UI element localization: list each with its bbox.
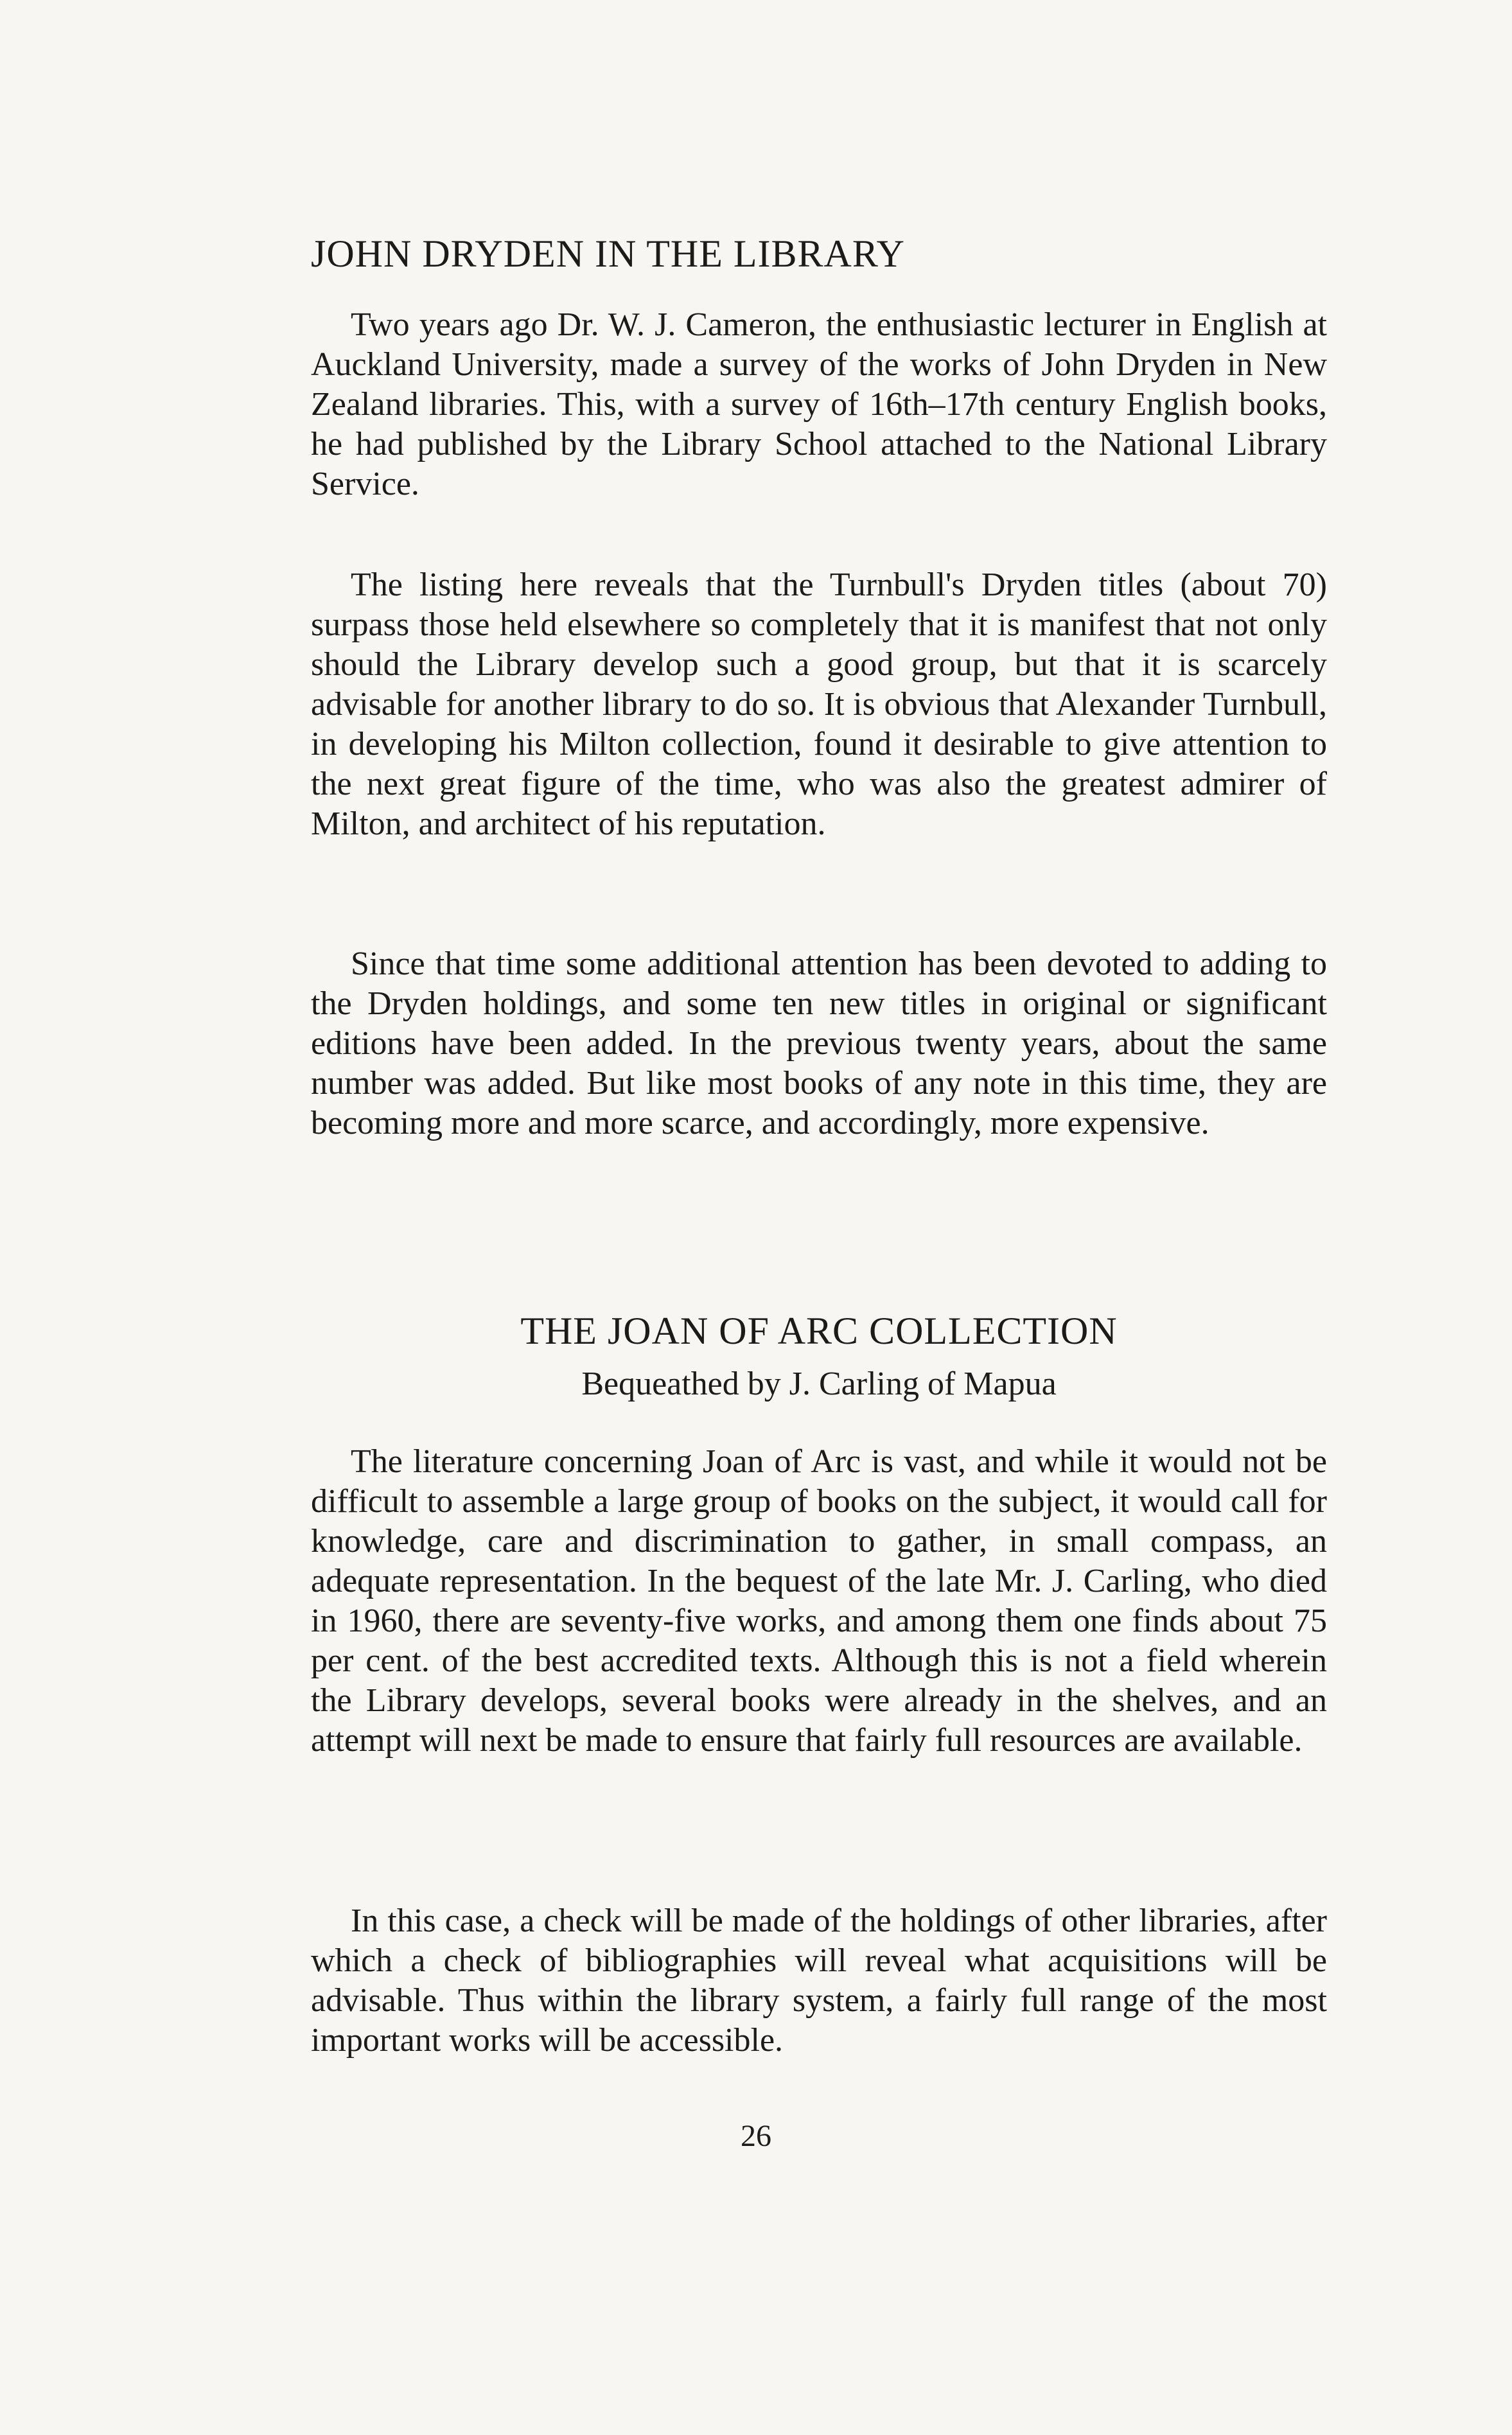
dryden-paragraph-1-block xyxy=(311,305,1327,504)
section-subheading-bequest: Bequeathed by J. Carling of Mapua xyxy=(581,1366,1057,1402)
joan-paragraph-2-block xyxy=(311,1901,1327,2061)
section-heading-joan-of-arc: THE JOAN OF ARC COLLECTION xyxy=(520,1310,1118,1352)
joan-subheading-block xyxy=(311,1362,1327,1407)
page-number: 26 xyxy=(741,2119,771,2153)
dryden-paragraph-3-block xyxy=(311,944,1327,1143)
dryden-paragraph-3: Since that time some additional attention has been devoted to adding to the Dryden holdings, and some ten new titles in original or significant editions have been added. In the previous twenty years, about the same number was added. But like most books of any note in this time, they are becoming more and more scarce, and accordingly, more expensive. xyxy=(311,945,1327,1141)
section-heading-dryden: JOHN DRYDEN IN THE LIBRARY xyxy=(311,233,905,275)
section-dryden xyxy=(311,228,1327,279)
section-joan-of-arc xyxy=(311,1305,1327,1357)
joan-paragraph-2: In this case, a check will be made of the holdings of other libraries, after which a check of bibliographies will reveal what acquisitions will be advisable. Thus within the library system, a fairly full range of the most important works will be accessible. xyxy=(311,1903,1327,2059)
joan-paragraph-1: The literature concerning Joan of Arc is vast, and while it would not be difficult to assemble a large group of books on the subject, it would call for knowledge, care and discrimination to gather, in small compass, an adequate representation. In the bequest of the late Mr. J. Carling, who died in 1960, there are seventy-five works, and among them one finds about 75 per cent. of the best accredited texts. Although this is not a field wherein the Library develops, several books were already in the shelves, and an attempt will next be made to ensure that fairly full resources are available. xyxy=(311,1443,1327,1759)
joan-paragraph-1-block xyxy=(311,1442,1327,1761)
dryden-paragraph-1: Two years ago Dr. W. J. Cameron, the enthusiastic lecturer in English at Auckland University, made a survey of the works of John Dryden in New Zealand libraries. This, with a survey of 16th–17th century English books, he had published by the Library School attached to the National Library Service. xyxy=(311,306,1327,502)
dryden-paragraph-2-block xyxy=(311,565,1327,844)
dryden-paragraph-2: The listing here reveals that the Turnbull's Dryden titles (about 70) surpass those held elsewhere so completely that it is manifest that not only should the Library develop such a good group, but that it is scarcely advisable for another library to do so. It is obvious that Alexander Turnbull, in developing his Milton collection, found it desirable to give attention to the next great figure of the time, who was also the greatest admirer of Milton, and architect of his reputation. xyxy=(311,567,1327,842)
